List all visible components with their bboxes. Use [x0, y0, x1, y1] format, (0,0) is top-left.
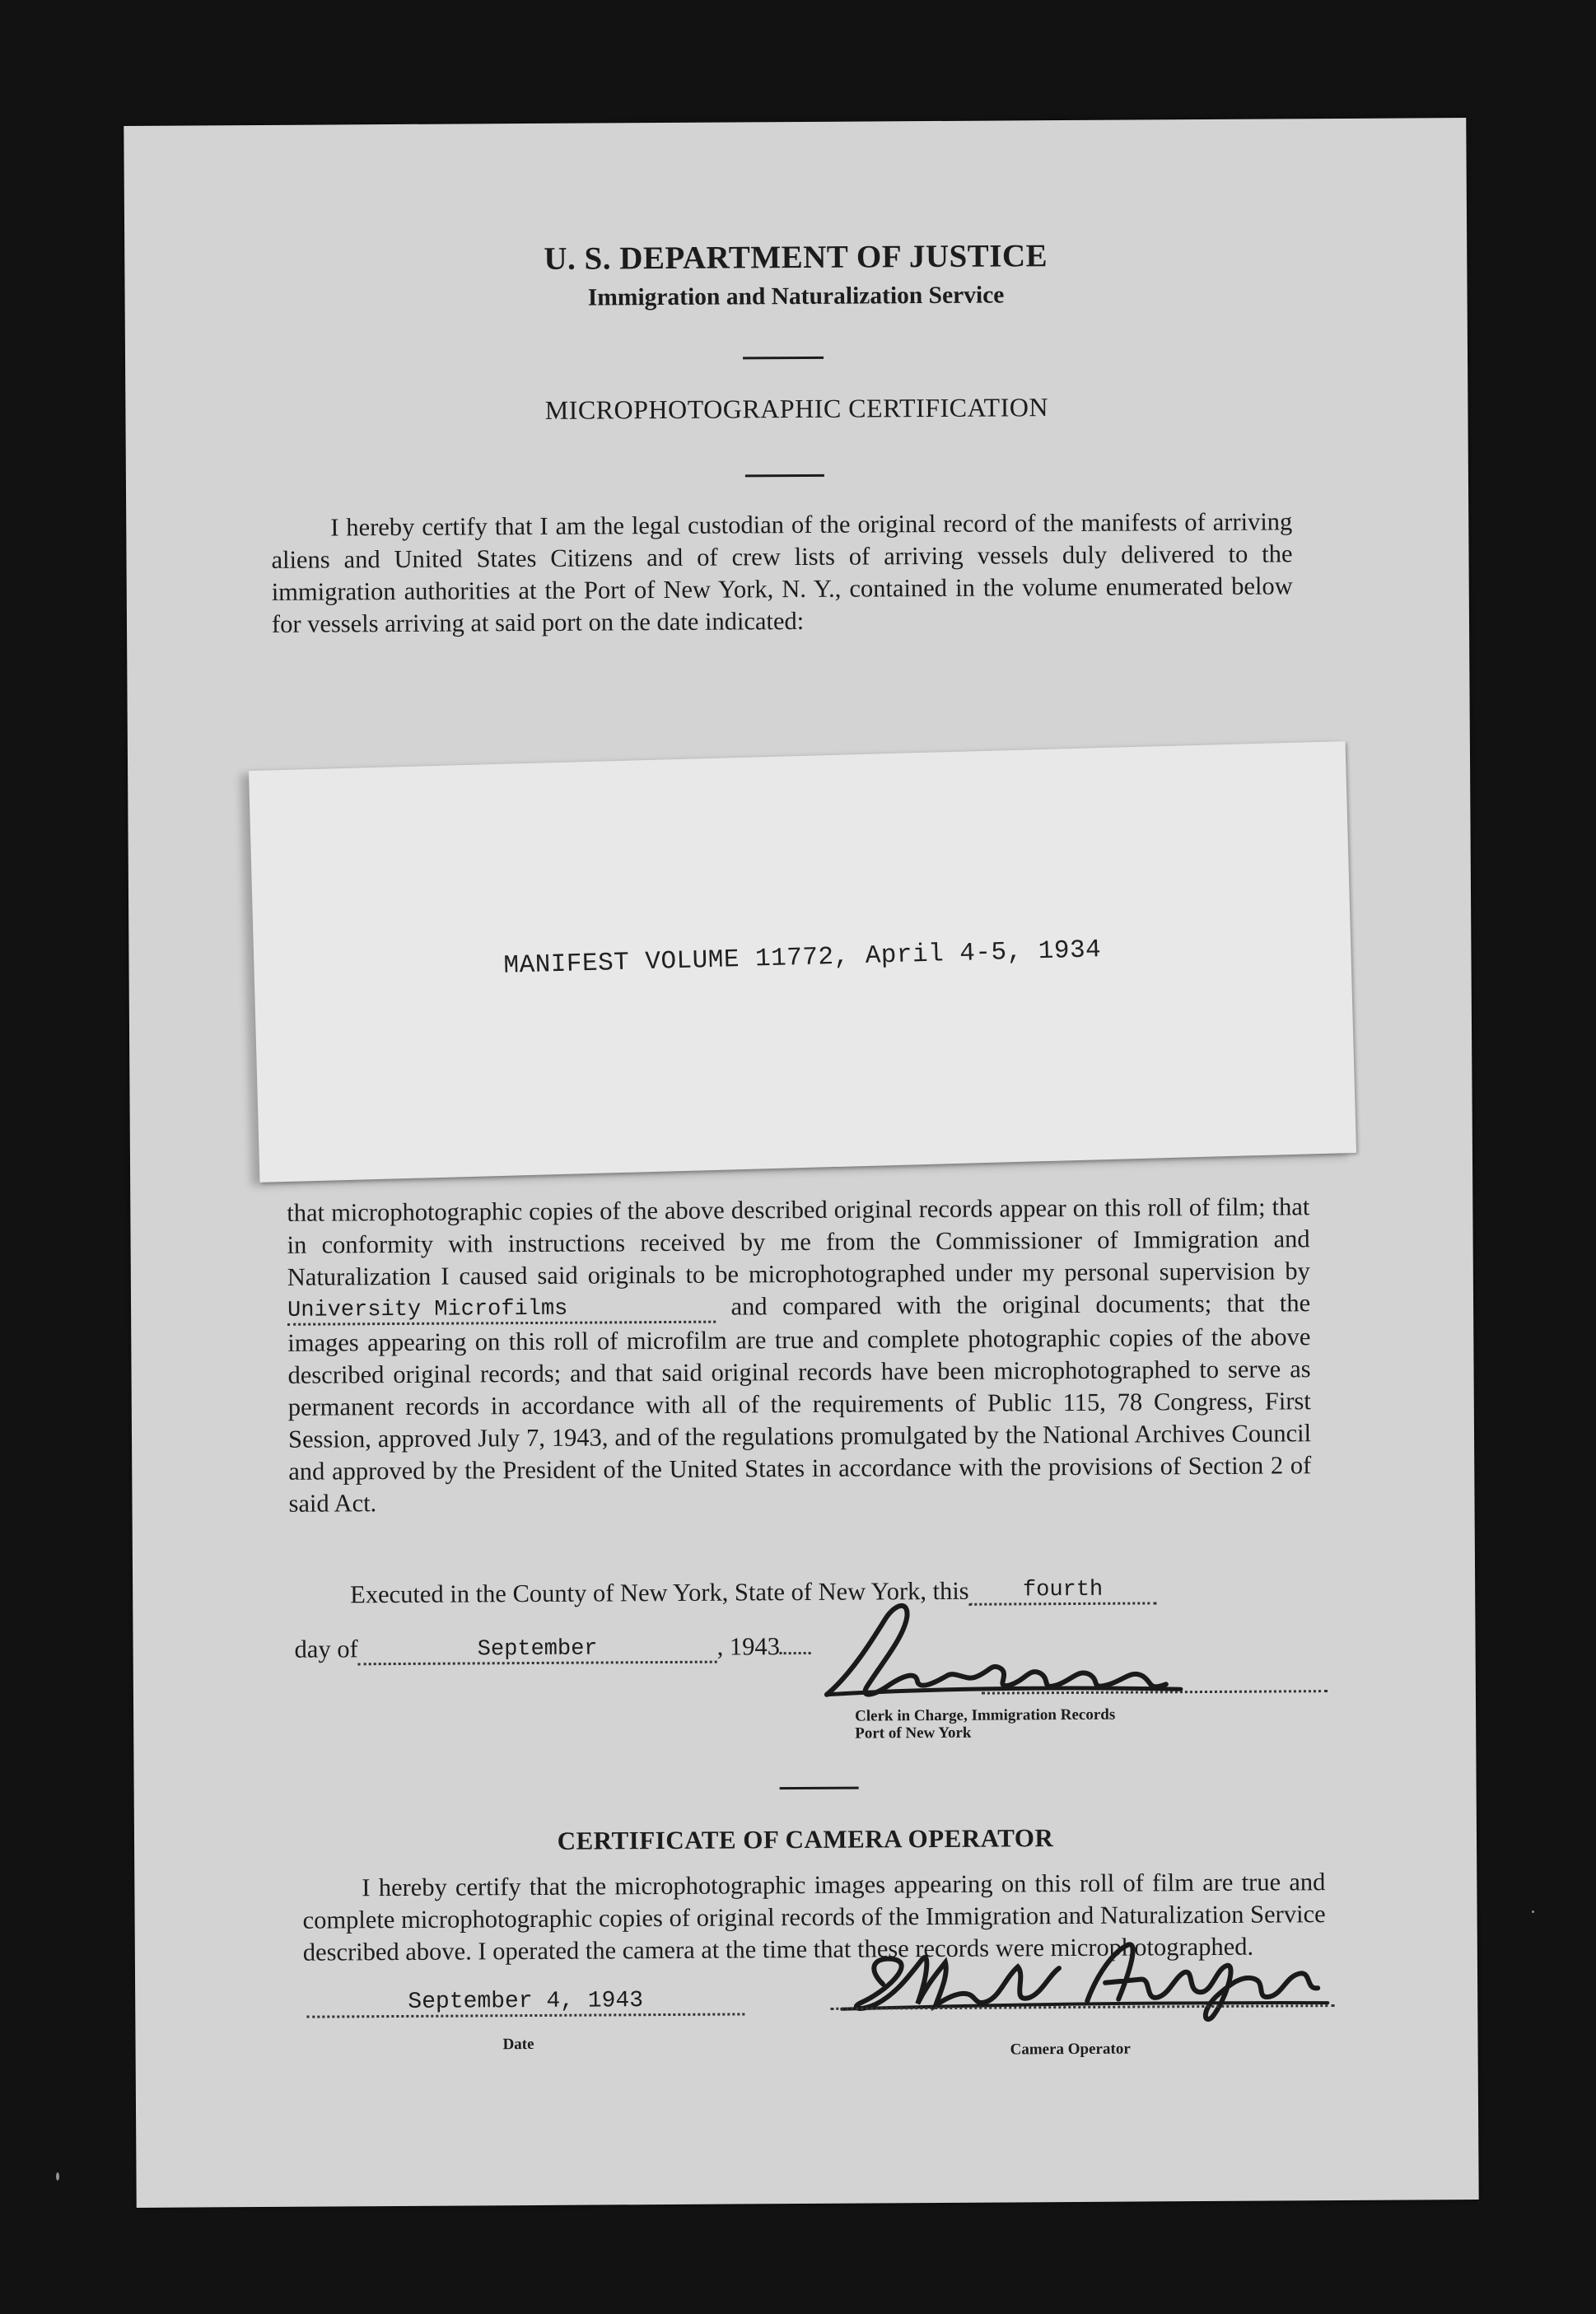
divider	[743, 357, 824, 360]
service-subheading: Immigration and Naturalization Service	[587, 282, 1005, 311]
manifest-volume-label: MANIFEST VOLUME 11772, April 4-5, 1934	[503, 935, 1102, 981]
date-label: Date	[502, 2036, 534, 2054]
body-paragraph: that microphotographic copies of the above described original records appear on this roll of film; that in conformity with instructions received by me from the Commissioner of Immigration and Naturalization I caused said originals to be microphotographed under my personal supervision by University Microfilms and compared with the original documents; that the images appearing on this roll of microfilm are true and complete photographic copies of the above described original records; and that said original records have been microphotographed to serve as permanent records in accordance with all of the requirements of Public 115, 78 Congress, First Session, approved July 7, 1943, and of the regulations promulgated by the National Archives Council and approved by the President of the United States in accordance with the provisions of Section 2 of said Act.	[287, 1192, 1312, 1518]
date-line: day of September , 1943	[294, 1631, 811, 1668]
divider	[780, 1787, 859, 1790]
intro-paragraph: I hereby certify that I am the legal custodian of the original record of the manifests of arriving aliens and United States Citizens and of crew lists of arriving vessels duly delivered to the immigration authorities at the Port of New York, N. Y., contained in the volume enumerated below for vessels arriving at said port on the date indicated:	[271, 507, 1293, 638]
manifest-slip	[249, 741, 1356, 1183]
dust-speck	[56, 2172, 59, 2181]
certification-title: MICROPHOTOGRAPHIC CERTIFICATION	[544, 392, 1049, 425]
dust-speck	[1532, 1910, 1534, 1913]
camera-operator-label: Camera Operator	[1010, 2040, 1131, 2059]
day-field: fourth	[969, 1577, 1157, 1605]
month-field: September	[358, 1636, 717, 1666]
operator-date-field: September 4, 1943	[306, 1988, 744, 2018]
supervisor-field: University Microfilms	[287, 1296, 716, 1326]
divider	[745, 474, 824, 478]
certificate-page	[124, 118, 1478, 2208]
camera-certificate-title: CERTIFICATE OF CAMERA OPERATOR	[557, 1823, 1054, 1855]
clerk-location: Port of New York	[855, 1724, 972, 1742]
camera-operator-signature	[825, 1924, 1337, 2034]
clerk-title: Clerk in Charge, Immigration Records	[855, 1705, 1116, 1725]
execution-line: Executed in the County of New York, State of New York, this fourth	[350, 1574, 1157, 1612]
clerk-signature	[793, 1593, 1321, 1719]
department-heading: U. S. DEPARTMENT OF JUSTICE	[544, 238, 1048, 277]
camera-certificate-text: I hereby certify that the microphotographic images appearing on this roll of film are true and complete microphotographic copies of original records of the Immigration and Naturalization Service described above. I operated the camera at the time that these records were microphotographed.	[302, 1868, 1326, 1966]
